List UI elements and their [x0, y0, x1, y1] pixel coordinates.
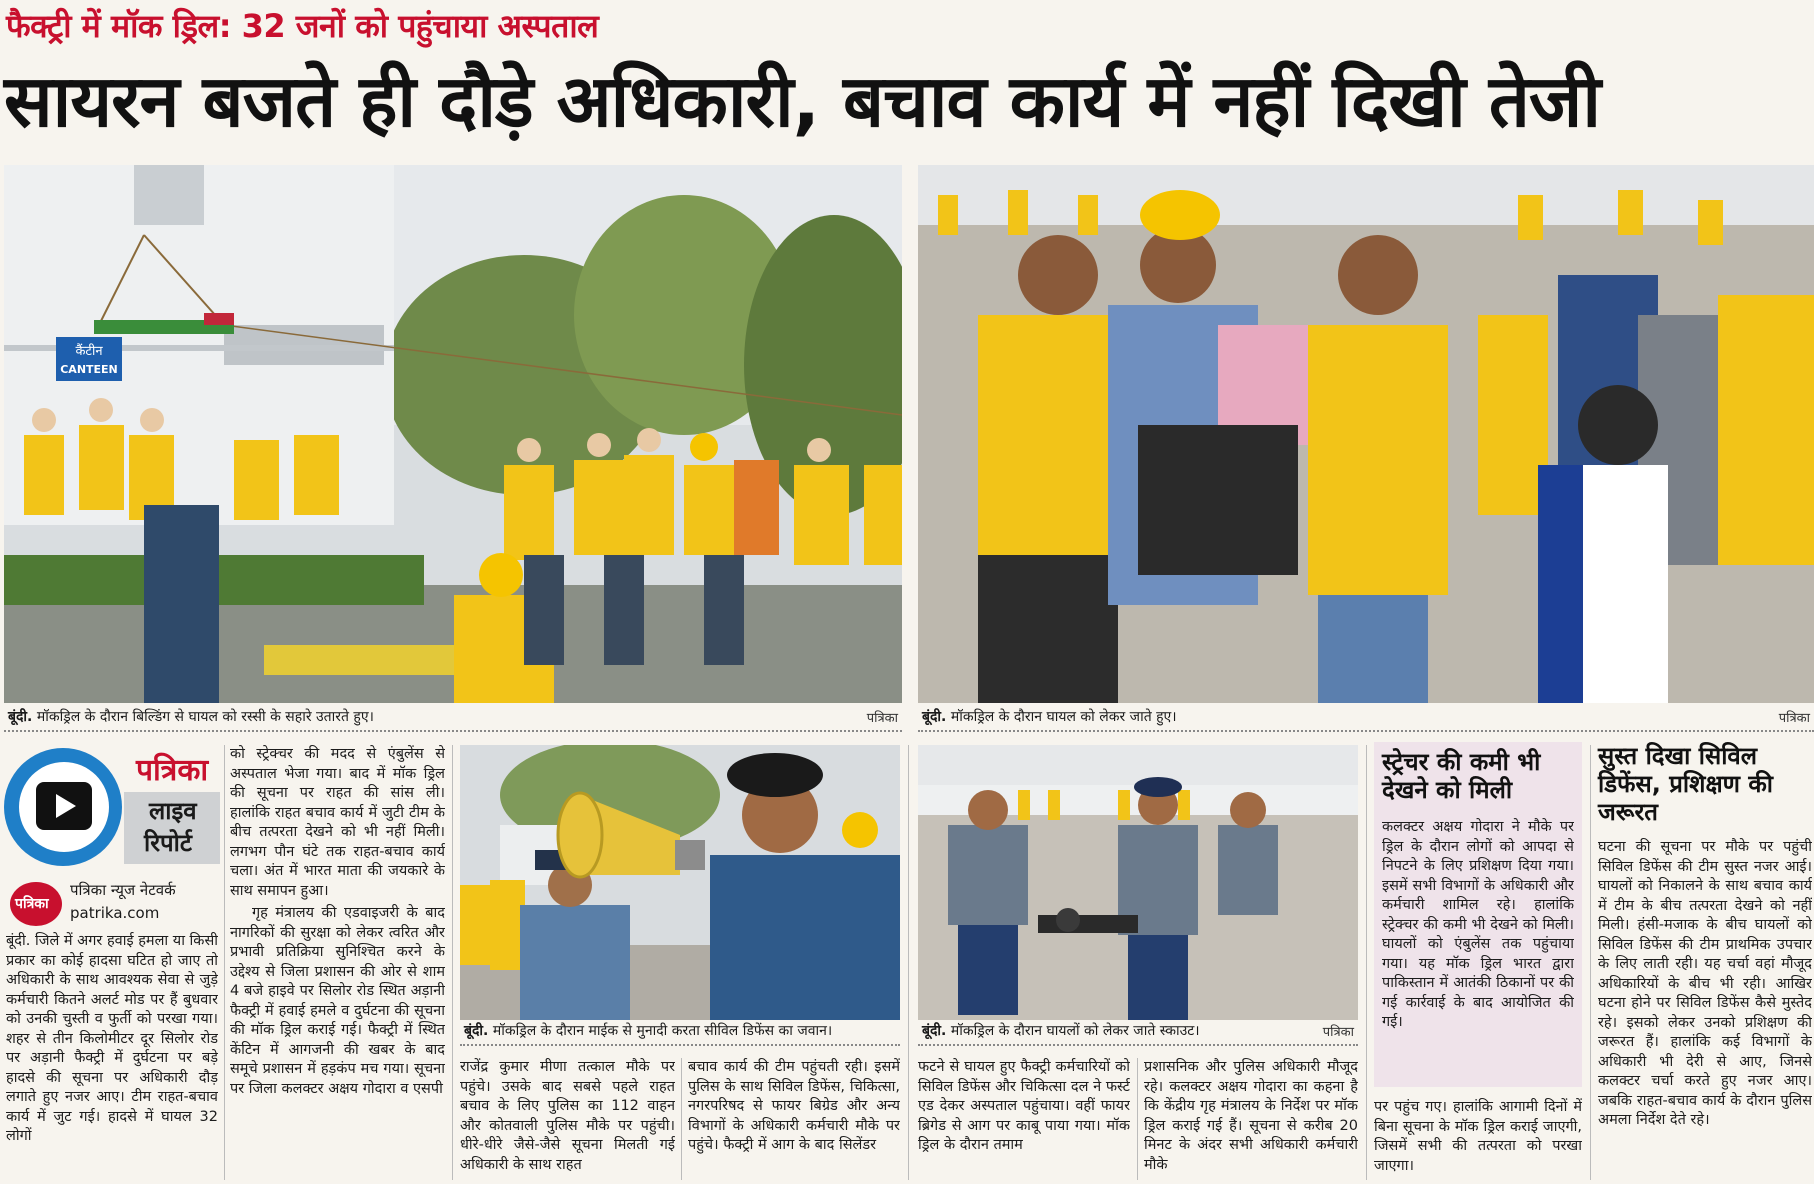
caption-photo1 [4, 704, 902, 732]
network-site: patrika.com [70, 904, 160, 922]
article-column-5: फटने से घायल हुए फैक्ट्री कर्मचारियों को सिविल डिफेंस और चिकित्सा दल ने फर्स्ट एड देकर अस्पताल पहुंचाया। वहीं फायर ब्रिगेड से आग पर काबू पाया गया। मॉक ड्रिल के दौरान तमाम [918, 1059, 1130, 1153]
photo-credit: पत्रिका [866, 711, 898, 726]
article-column-3: राजेंद्र कुमार मीणा तत्काल मौके पर पहुंचे। उसके बाद सबसे पहले राहत बचाव के लिए पुलिस का 112 वाहन और कोतवाली पुलिस मौके पर पहुंची। धीरे-धीरे जैसे-जैसे सूचना मिलती गई अधिकारी के साथ राहत [460, 1059, 675, 1173]
article-column-2 [230, 745, 445, 1182]
column-2-para-1: को स्ट्रेक्चर की मदद से एंबुलेंस से अस्पताल भेजा गया। बाद में मॉक ड्रिल की सूचना पर राहत की सांस ली। हालांकि राहत बचाव कार्य में जुटी टीम के बीच तत्परता देखने को भी नहीं मिली। लगभग पौन घंटे तक राहत-बचाव कार्य चला। अंत में भारत माता की जयकारे के साथ समापन हुआ। [230, 746, 445, 899]
article-column-6: प्रशासनिक और पुलिस अधिकारी मौजूद रहे। कलक्टर अक्षय गोदारा का कहना है कि केंद्रीय गृह मंत्रालय के निर्देश पर मॉक ड्रिल कराई गई हैं। सूचना से करीब 20 मिनट के अंदर सभी अधिकारी कर्मचारी मौके [1144, 1059, 1358, 1173]
main-headline: सायरन बजते ही दौड़े अधिकारी, बचाव कार्य में नहीं दिखी तेजी [4, 59, 1600, 143]
photo-rope-rescue [4, 165, 902, 703]
kicker-headline: फैक्ट्री में मॉक ड्रिल: 32 जनों को पहुंचाया अस्पताल [6, 7, 599, 45]
photo-carrying-injured [918, 165, 1814, 703]
box-heading: सुस्त दिखा सिविल डिफेंस, प्रशिक्षण की जरूरत [1598, 742, 1774, 826]
badge-line2: रिपोर्ट [144, 829, 192, 857]
live-report-badge [4, 742, 222, 867]
canteen-sign-hindi: कैंटीन [75, 344, 103, 359]
column-divider [1137, 1058, 1138, 1180]
network-name: पत्रिका न्यूज नेटवर्क [70, 881, 176, 899]
sidebar-box-civil-defense [1598, 742, 1812, 1182]
article-column-7: पर पहुंच गए। हालांकि आगामी दिनों में बिना सूचना के मॉक ड्रिल कराई जाएगी, जिसमें सभी की तत्परता को परखा जाएगा। [1374, 1099, 1582, 1174]
photo-megaphone [460, 745, 900, 1020]
photo-credit: पत्रिका [1778, 711, 1810, 726]
caption-text: मॉकड्रिल के दौरान बिल्डिंग से घायल को रस्सी के सहारे उतारते हुए। [32, 709, 374, 725]
column-2-para-2: गृह मंत्रालय की एडवाइजरी के बाद नागरिकों की सुरक्षा को लेकर त्वरित और प्रभावी प्रतिक्रिया सुनिश्चित करने के उद्देश्य से जिला प्रशासन की ओर से शाम 4 बजे हाइवे पर सिलोर रोड स्थित अड़ानी फैक्ट्री में हवाई हमले व दुर्घटना की सूचना की मॉक ड्रिल कराई गई। फैक्ट्री में स्थित केंटिन में आगजनी की खबर के बाद समूचे प्रशासन में हड़कंप मच गया। सूचना पर जिला कलक्टर अक्षय गोदारा व एसपी [230, 905, 445, 1097]
article-column-1: बूंदी. जिले में अगर हवाई हमला या किसी प्रकार का कोई हादसा घटित हो जाए तो अधिकारी के साथ आवश्यक सेवा से जुड़े कर्मचारी कितने अलर्ट मोड पर हैं बुधवार को उनकी चुस्ती व फुर्ती को परखा गया। शहर से तीन किलोमीटर दूर सिलोर रोड पर अड़ानी फैक्ट्री में दुर्घटना पर बड़े हादसे की सूचना पर अधिकारी दौड़ लगाते हुए नजर आए। टीम राहत-बचाव कार्य में जुट गई। हादसे में घायल 32 लोगों [6, 933, 218, 1144]
caption-photo4 [918, 1022, 1358, 1046]
caption-photo2 [918, 704, 1814, 732]
caption-place: बूंदी. [922, 1023, 947, 1039]
photo-credit: पत्रिका [1322, 1025, 1354, 1040]
caption-text: मॉकड्रिल के दौरान माईक से मुनादी करता सीविल डिफेंस का जवान। [488, 1023, 833, 1039]
network-logo [10, 882, 62, 926]
column-divider [452, 745, 453, 1180]
column-divider [681, 1058, 682, 1180]
box-heading: स्ट्रेचर की कमी भी देखने को मिली [1382, 748, 1541, 804]
column-divider [1590, 745, 1591, 1180]
caption-text: मॉकड्रिल के दौरान घायल को लेकर जाते हुए। [946, 709, 1177, 725]
caption-place: बूंदी. [922, 709, 947, 725]
sidebar-box-stretcher [1374, 742, 1582, 1087]
caption-place: बूंदी. [8, 709, 33, 725]
article-column-4: बचाव कार्य की टीम पहुंचती रही। इसमें पुलिस के साथ सिविल डिफेंस, चिकित्सा, नगरपरिषद से फायर बिग्रेड और अन्य विभागों के अधिकारी कर्मचारी मौके पर पहुंचे। फैक्ट्री में आग के बाद सिलेंडर [688, 1059, 900, 1153]
box-body: घटना की सूचना पर मौके पर पहुंची सिविल डिफेंस की टीम सुस्त नजर आई। घायलों को निकालने के साथ बचाव कार्य में टीम के बीच तत्परता देखने को नहीं मिली। हंसी-मजाक के बीच घायलों को सिविल डिफेंस की टीम प्राथमिक उपचार के लिए लाती रही। यह चर्चा वहां मौजूद अधिकारियों के बीच भी रही। आखिर घटना होने पर सिविल डिफेंस कैसे मुस्तेद रहे। इसको लेकर उनको प्रशिक्षण की जरूरत हैं। हालांकि कई विभागों के अधिकारी भी देरी से आए, जिनसे कलक्टर चर्चा करते हुए नजर आए। जबकि राहत-बचाव कार्य के दौरान पुलिस अमला निर्देश देते रहे। [1598, 839, 1812, 1128]
play-icon [36, 782, 92, 830]
badge-brand: पत्रिका [136, 753, 209, 788]
caption-photo3 [460, 1022, 900, 1046]
column-divider [1366, 745, 1367, 1180]
caption-text: मॉकड्रिल के दौरान घायलों को लेकर जाते स्काउट। [946, 1023, 1200, 1039]
column-divider [224, 745, 225, 1180]
network-logo-text: पत्रिका [15, 896, 49, 912]
caption-place: बूंदी. [464, 1023, 489, 1039]
box-body: कलक्टर अक्षय गोदारा ने मौके पर ड्रिल के दौरान लोगों को आपदा से निपटने के लिए प्रशिक्षण दिया गया। इसमें सभी विभागों के अधिकारी और कर्मचारी शामिल रहे। हालांकि स्ट्रेक्चर की कमी भी देखने को मिली। घायलों को एंबुलेंस तक पहुंचाया गया। यह मॉक ड्रिल भारत द्वारा पाकिस्तान में आतंकी ठिकानों पर की गई कार्रवाई के बाद आयोजित की गई। [1382, 819, 1574, 1030]
column-divider [908, 745, 909, 1180]
badge-line1: लाइव [149, 797, 197, 825]
photo-scouts-stretcher [918, 745, 1358, 1020]
canteen-sign-english: CANTEEN [60, 363, 118, 376]
